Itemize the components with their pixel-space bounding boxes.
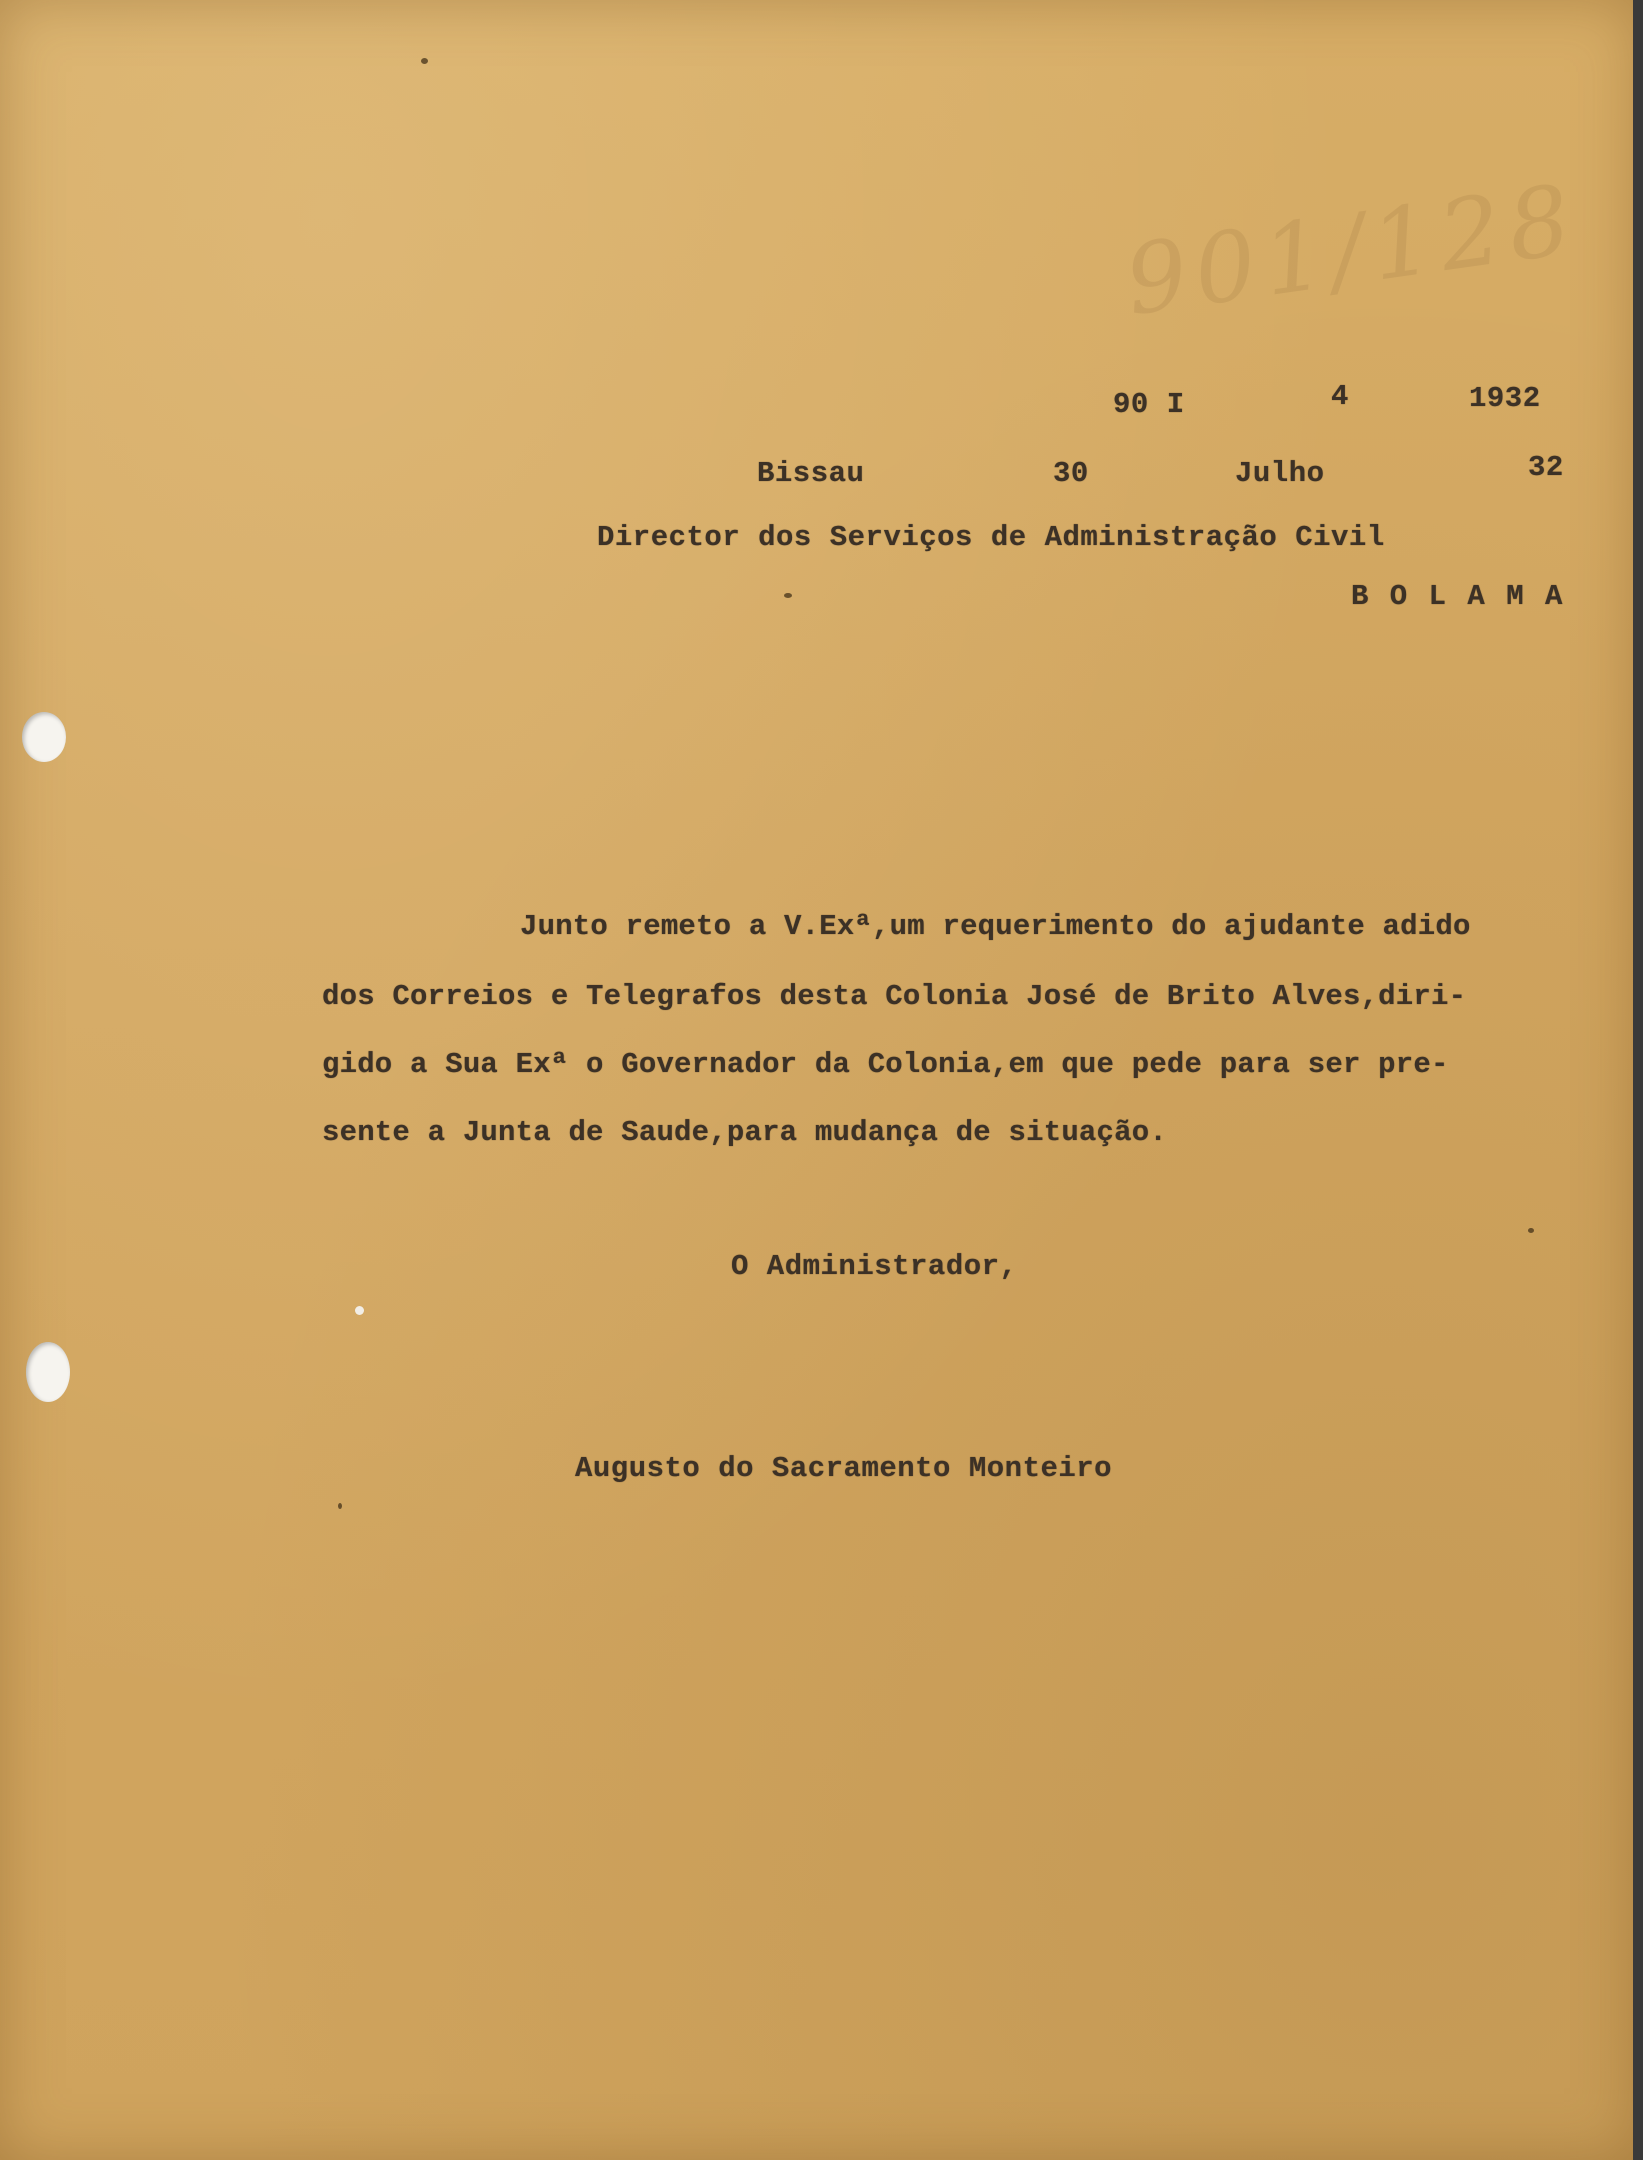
scan-edge bbox=[1633, 0, 1643, 2160]
ink-speck bbox=[338, 1503, 342, 1509]
dateline-place: Bissau bbox=[757, 457, 865, 490]
signatory-name: Augusto do Sacramento Monteiro bbox=[575, 1452, 1113, 1485]
addressee-location: B O L A M A bbox=[1351, 580, 1565, 613]
reference-volume: 4 bbox=[1331, 380, 1349, 413]
ink-speck bbox=[1528, 1228, 1534, 1233]
punch-hole-top bbox=[22, 712, 66, 762]
closing-line: O Administrador, bbox=[731, 1250, 1018, 1283]
dateline-day: 30 bbox=[1053, 457, 1089, 490]
punch-hole-bottom bbox=[26, 1342, 70, 1402]
body-line-1: Junto remeto a V.Exª,um requerimento do ajudante adido bbox=[520, 910, 1471, 943]
reference-number: 90 I bbox=[1113, 388, 1185, 421]
body-line-4: sente a Junta de Saude,para mudança de situação. bbox=[322, 1116, 1167, 1149]
body-line-3: gido a Sua Exª o Governador da Colonia,em que pede para ser pre- bbox=[322, 1048, 1449, 1081]
addressee-title: Director dos Serviços de Administração Civil bbox=[597, 521, 1385, 554]
faint-pencil-annotation: 901/128 bbox=[1118, 162, 1585, 338]
dateline-year: 32 bbox=[1528, 451, 1564, 484]
ink-speck bbox=[784, 593, 792, 598]
reference-year: 1932 bbox=[1469, 382, 1541, 415]
body-line-2: dos Correios e Telegrafos desta Colonia José de Brito Alves,diri- bbox=[322, 980, 1467, 1013]
paper-speck bbox=[355, 1306, 364, 1315]
dateline-month: Julho bbox=[1235, 457, 1325, 490]
ink-speck bbox=[421, 58, 428, 64]
